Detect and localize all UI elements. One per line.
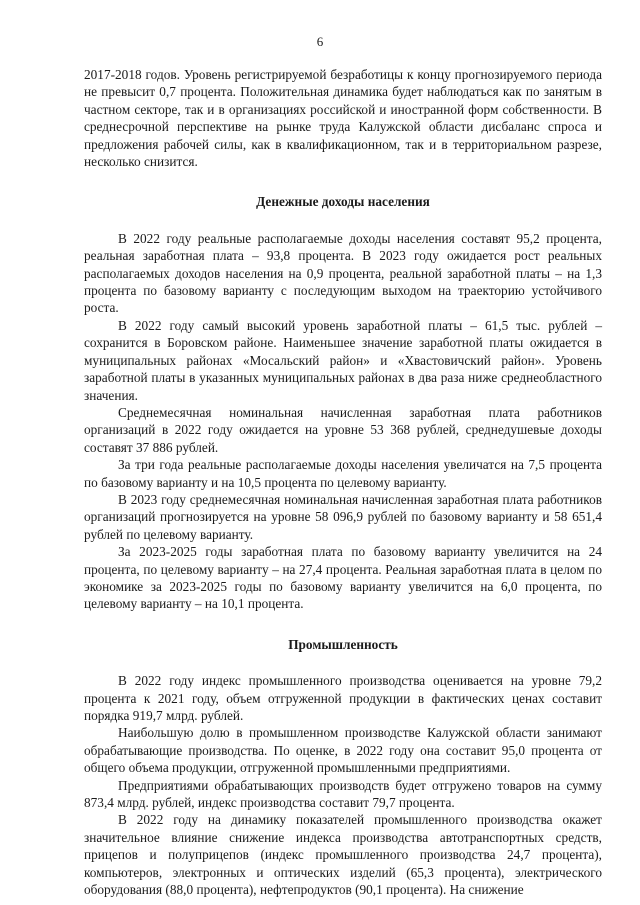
- income-paragraph-3: Среднемесячная номинальная начисленная заработная плата работников организаций в 2022 году ожидается на уровне 53 368 рублей, среднедушевые доходы составят 37 886 рублей.: [84, 404, 602, 455]
- page-body: [84, 66, 602, 898]
- income-paragraph-2: В 2022 году самый высокий уровень заработной платы – 61,5 тыс. рублей – сохранится в Боровском районе. Наименьшее значение заработной платы ожидается в муниципальных районах «Мосальский район» и «Хвастовичский район». Уровень заработной платы в указанных муниципальных районах в два раза ниже среднеобластного значения.: [84, 317, 602, 403]
- industry-paragraph-2: Наибольшую долю в промышленном производстве Калужской области занимают обрабатывающие производства. По оценке, в 2022 году она составит 95,0 процента от общего объема продукции, отгруженной промышленными предприятиями.: [84, 725, 602, 776]
- industry-section-heading: Промышленность: [288, 636, 398, 652]
- intro-paragraph: 2017-2018 годов. Уровень регистрируемой безработицы к концу прогнозируемого периода не превысит 0,7 процента. Положительная динамика будет наблюдаться как по занятым в частном секторе, так и в организациях российской и иностранной форм собственности. В среднесрочной перспективе на рынке труда Калужской области дисбаланс спроса и предложения рабочей силы, как в квалификационном, так и в территориальном разрезе, несколько снизится.: [84, 67, 602, 170]
- income-paragraph-5: В 2023 году среднемесячная номинальная начисленная заработная плата работников организаций прогнозируется на уровне 58 096,9 рублей по базовому варианту и 58 651,4 рублей по целевому варианту.: [84, 491, 602, 542]
- income-paragraph-6: За 2023-2025 годы заработная плата по базовому варианту увеличится на 24 процента, по целевому варианту – на 27,4 процента. Реальная заработная плата в целом по экономике за 2023-2025 годы по базовому варианту увеличится на 6,0 процента, по целевому варианту – на 10,1 процента.: [84, 544, 602, 612]
- income-paragraph-4: За три года реальные располагаемые доходы населения увеличатся на 7,5 процента по базовому варианту и на 10,5 процента по целевому варианту.: [84, 457, 602, 490]
- income-paragraph-1: В 2022 году реальные располагаемые доходы населения составят 95,2 процента, реальная заработная плата – 93,8 процента. В 2023 году ожидается рост реальных располагаемых доходов населения на 0,9 процента, реальной заработной платы – на 1,3 процента по базовому варианту с последующим выходом на траекторию устойчивого роста.: [84, 230, 602, 316]
- industry-paragraph-4: В 2022 году на динамику показателей промышленного производства окажет значительное влияние снижение индекса производства автотранспортных средств, прицепов и полуприцепов (индекс промышленного производства 24,7 процента), компьютеров, электронных и оптических изделий (65,3 процента), электрического оборудования (88,0 процента), нефтепродуктов (90,1 процента). На снижение: [84, 812, 602, 898]
- industry-paragraph-1: В 2022 году индекс промышленного производства оценивается на уровне 79,2 процента к 2021 году, объем отгруженной продукции в фактических ценах составит порядка 919,7 млрд. рублей.: [84, 673, 602, 723]
- income-section-heading: Денежные доходы населения: [256, 194, 430, 210]
- page-number: 6: [316, 34, 324, 49]
- industry-paragraph-3: Предприятиями обрабатывающих производств будет отгружено товаров на сумму 873,4 млрд. рублей, индекс производства составит 79,7 процента.: [84, 777, 602, 811]
